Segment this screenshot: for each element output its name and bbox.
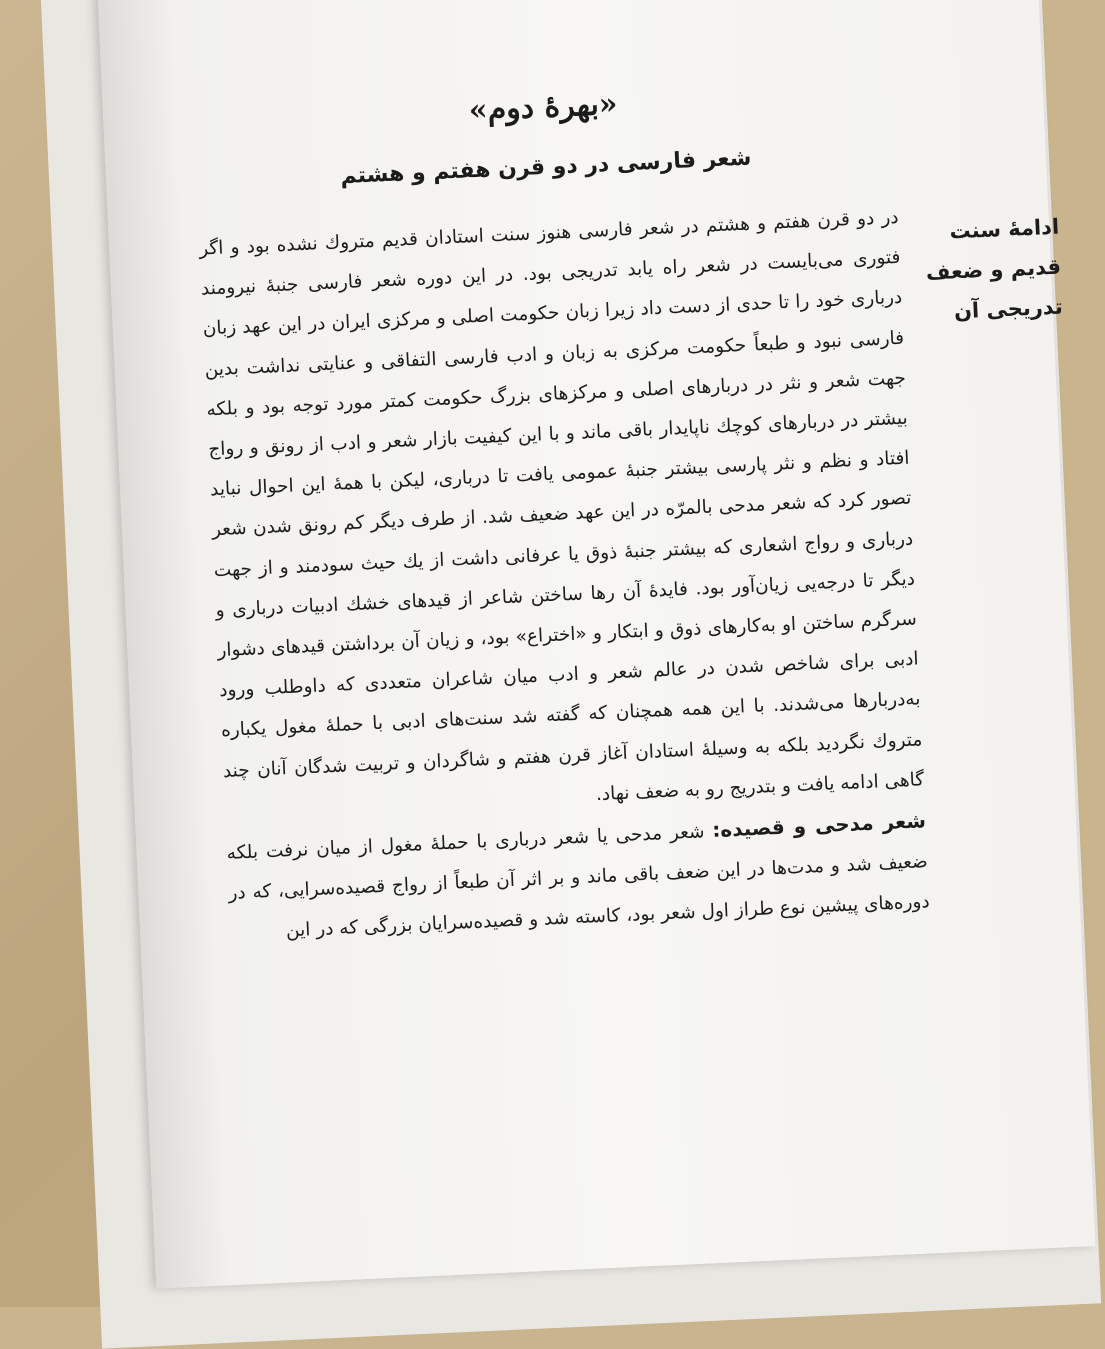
paragraph-2: شعر مدحی یا شعر درباری با حملهٔ مغول از میان نرفت بلکه ضعیف شد و مدت‌ها در این ضعف باقی ماند و بر اثر آن طبعاً از رواج قصیده‌سرایی، که در دوره‌های پیشین نوع طراز اول شعر بود، کاسته شد و قصیده‌سرایان بزرگی که در این <box>226 821 931 942</box>
book-page <box>96 0 1095 1289</box>
inline-heading: شعر مدحی و قصیده: <box>711 808 927 842</box>
chapter-title: شعر فارسی در دو قرن هفتم و هشتم <box>339 145 752 190</box>
page-content <box>193 74 1064 955</box>
part-title: «بهرهٔ دوم» <box>468 86 619 129</box>
section-intro <box>198 198 1064 832</box>
paragraph-1: در دو قرن هفتم و هشتم در شعر فارسی هنوز سنت استادان قدیم متروك نشده بود و اگر فتوری می‌بایست در شعر راه یابد تدریجی بود. در این دوره شعر فارسی جنبهٔ نیرومند درباری خود را تا حدی از دست داد زیرا زبان حکومت اصلی و مرکزی ایران در این عهد زبان فارسی نبود و طبعاً حکومت مرکزی به زبان و ادب فارسی التفاقی و عنایتی نداشت بدین جهت شعر و نثر در دربارهای اصلی و مرکزهای بزرگ حکومت کمتر مورد توجه بود و بلکه بیشتر در دربارهای کوچك ناپایدار باقی ماند و با این کیفیت بازار شعر و ادب از رونق و رواج افتاد و نظم و نثر پارسی بیشتر جنبهٔ عمومی یافت تا درباری، لیکن با همهٔ این احوال نباید تصور کرد که شعر مدحی بالمرّه در این عهد ضعیف شد. از طرف دیگر کم رونق شدن شعر درباری و رواج اشعاری که بیشتر جنبهٔ ذوق یا عرفانی داشت از یك حیث سودمند و از جهت دیگر تا درجه‌یی زیان‌آور بود. فایدهٔ آن رها ساختن شاعر از قیدهای خشك ادبیات درباری و سرگرم ساختن او به‌کارهای ذوق و ابتکار و «اختراع» بود، و زیان آن برداشتن قیدهای دشوار ادبی برای شاخص شدن در عالم شعر و ادب میان شاعران متعددی که داوطلب ورود به‌دربارها می‌شدند. با این همه همچنان که گفته شد سنت‌های ادبی با حملهٔ مغول یکباره متروك نگردید بلکه به وسیلهٔ استادان آغاز قرن هفتم و شاگردان و تربیت شدگان آنان چند گاهی ادامه یافت و بتدریج رو به ضعف نهاد. <box>198 206 925 806</box>
side-heading: ادامهٔ سنت قدیم و ضعف تدریجی آن <box>925 214 1064 324</box>
